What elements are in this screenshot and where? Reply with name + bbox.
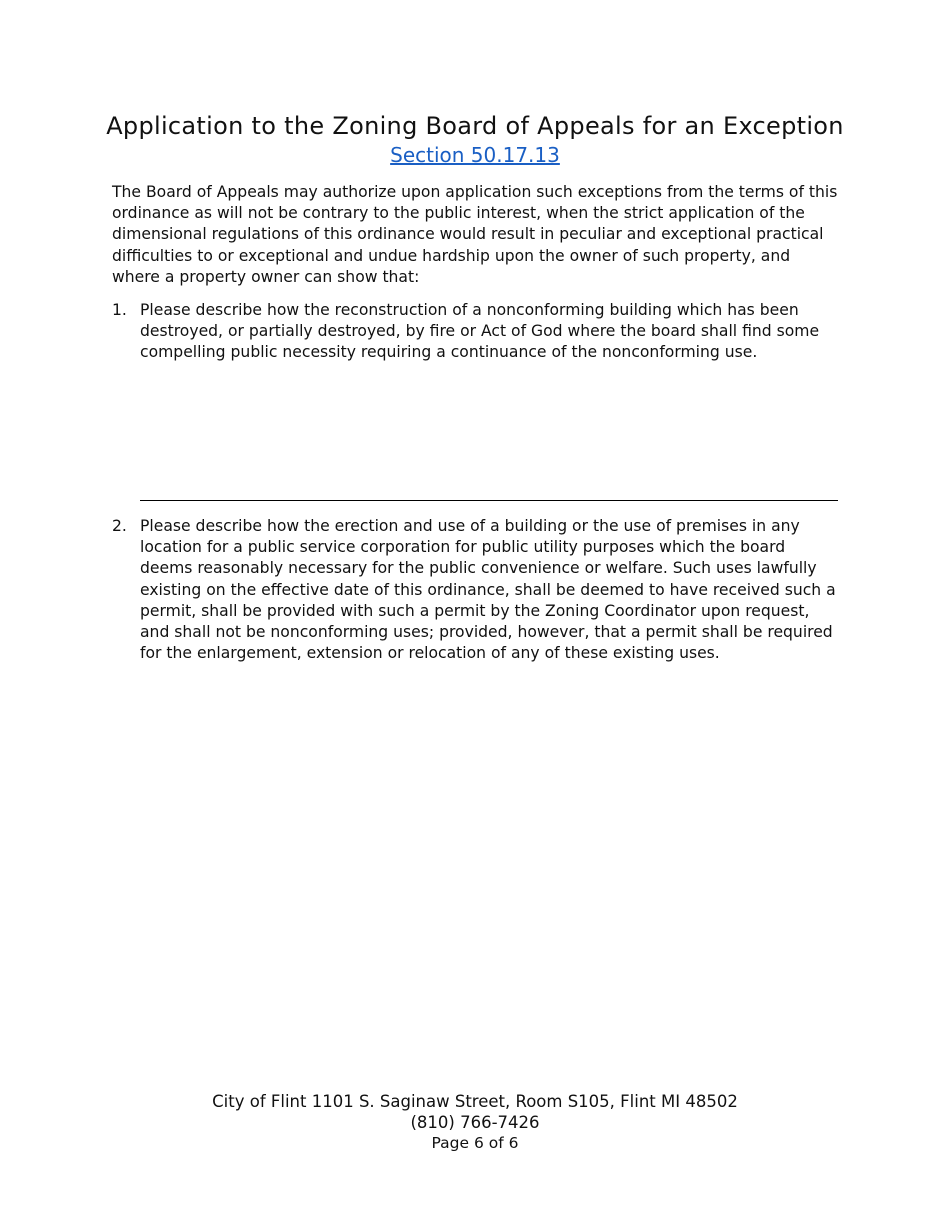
section-link-container <box>0 141 950 169</box>
footer-phone: (810) 766-7426 <box>410 1112 540 1132</box>
page-number: Page 6 of 6 <box>431 1134 519 1152</box>
question-text: Please describe how the erection and use of a building or the use of premises in any location for a public service corporation for public utility purposes which the board deems reasonably necessary for the public convenience or welfare. Such uses lawfully existing on the effective date of this ordinance, shall be deemed to have received such a permit, shall be provided with such a permit by the Zoning Coordinator upon request, and shall not be nonconforming uses; provided, however, that a permit shall be required for the enlargement, extension or relocation of any of these existing uses. <box>140 517 836 663</box>
question-number: 2. <box>112 517 127 535</box>
page-title: Application to the Zoning Board of Appeals for an Exception <box>106 112 844 140</box>
footer <box>0 1092 950 1154</box>
footer-address: City of Flint 1101 S. Saginaw Street, Room S105, Flint MI 48502 <box>212 1092 738 1111</box>
question-text: Please describe how the reconstruction of a nonconforming building which has been destroyed, or partially destroyed, by fire or Act of God where the board shall find some compelling public necessity requiring a continuance of the nonconforming use. <box>140 301 820 362</box>
intro-paragraph: The Board of Appeals may authorize upon application such exceptions from the terms of this ordinance as will not be contrary to the public interest, when the strict application of the dimensional regulations of this ordinance would result in peculiar and exceptional practical difficulties to or exceptional and undue hardship upon the owner of such property, and where a property owner can show that: <box>112 183 838 286</box>
section-link[interactable]: Section 50.17.13 <box>390 143 560 167</box>
answer-line-1[interactable] <box>140 500 838 501</box>
question-1 <box>112 300 838 364</box>
question-number: 1. <box>112 301 127 319</box>
question-2 <box>112 516 838 664</box>
